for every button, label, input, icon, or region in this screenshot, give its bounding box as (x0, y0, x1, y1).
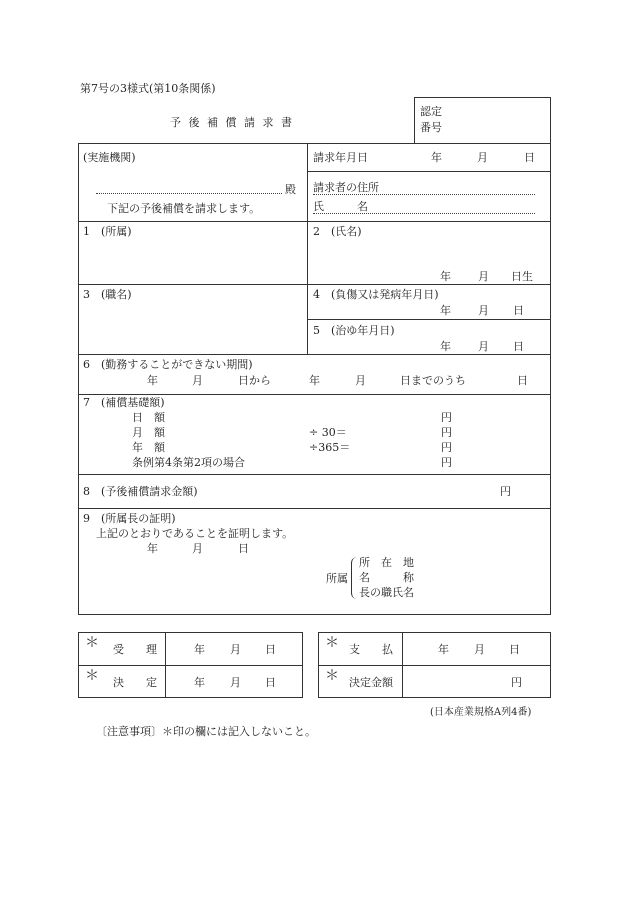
claim-unit: 円 (500, 485, 511, 498)
period-until: 日までのうち (400, 374, 466, 387)
uketori-month: 月 (230, 643, 241, 656)
star-icon: ＊ (85, 635, 99, 651)
certify-text: 上記のとおりであることを証明します。 (96, 527, 294, 540)
star-icon: ＊ (325, 635, 339, 651)
ordinance-unit: 円 (441, 456, 452, 469)
request-date-label: 請求年月日 (313, 151, 368, 164)
shiharai-label: 支 払 (349, 643, 393, 656)
year-label: 年 (431, 151, 442, 164)
period-year-1: 年 (147, 374, 158, 387)
field-8-label: 8 (予後補償請求金額) (83, 485, 198, 498)
location-label: 所 在 地 (359, 556, 414, 569)
field-1-label: 1 (所属) (83, 225, 132, 238)
jis-note: (日本産業規格A列4番) (430, 707, 532, 718)
uketori-label: 受 理 (113, 643, 157, 656)
divider (307, 319, 551, 320)
daily-unit: 円 (441, 411, 452, 424)
divider (78, 474, 551, 475)
period-month-1: 月 (192, 374, 203, 387)
period-day: 日 (517, 374, 528, 387)
brace-icon (351, 557, 358, 599)
period-month-2: 月 (355, 374, 366, 387)
daily-label: 日 額 (132, 411, 165, 424)
cure-year: 年 (440, 340, 451, 353)
nintei-label-1: 認定 (420, 105, 442, 118)
monthly-unit: 円 (441, 426, 452, 439)
birth-day: 日生 (511, 270, 533, 283)
birth-year: 年 (440, 270, 451, 283)
note: 〔注意事項〕＊印の欄には記入しないこと。 (96, 725, 316, 738)
divider (78, 394, 551, 395)
request-text: 下記の予後補償を請求します。 (107, 202, 261, 215)
certify-month: 月 (192, 542, 203, 555)
cure-day: 日 (513, 340, 524, 353)
shiharai-year: 年 (438, 643, 449, 656)
star-icon: ＊ (85, 668, 99, 684)
kettei-day: 日 (265, 676, 276, 689)
month-label: 月 (477, 151, 488, 164)
field-4-label: 4 (負傷又は発病年月日) (313, 288, 439, 301)
name-input[interactable] (313, 213, 535, 214)
kettei-month: 月 (230, 676, 241, 689)
kettei-kingaku-unit: 円 (511, 676, 522, 689)
injury-day: 日 (513, 304, 524, 317)
agency-input[interactable] (96, 193, 282, 194)
address-input[interactable] (313, 194, 535, 195)
cure-month: 月 (478, 340, 489, 353)
org-name-label: 名 称 (359, 571, 414, 584)
form-title: 予 後 補 償 請 求 書 (170, 116, 294, 129)
divider (78, 508, 551, 509)
uketori-day: 日 (265, 643, 276, 656)
field-5-label: 5 (治ゆ年月日) (313, 324, 395, 337)
head-name-label: 長の職氏名 (359, 586, 414, 599)
divider (78, 284, 551, 285)
divider (78, 665, 303, 666)
yearly-calc: ÷365＝ (309, 441, 351, 454)
shozoku-label: 所属 (326, 572, 348, 585)
monthly-label: 月 額 (132, 426, 165, 439)
kettei-kingaku-label: 決定金額 (349, 676, 393, 689)
injury-month: 月 (478, 304, 489, 317)
divider (318, 665, 551, 666)
name-label: 氏 名 (313, 200, 368, 213)
field-9-label: 9 (所属長の証明) (83, 512, 176, 525)
certify-year: 年 (147, 542, 158, 555)
uketori-year: 年 (194, 643, 205, 656)
ordinance-label: 条例第4条第2項の場合 (132, 456, 245, 469)
field-2-label: 2 (氏名) (313, 225, 362, 238)
day-label: 日 (524, 151, 535, 164)
form-number: 第7号の3様式(第10条関係) (80, 82, 216, 95)
divider (78, 221, 551, 222)
divider (78, 354, 551, 355)
divider (307, 171, 551, 172)
yearly-label: 年 額 (132, 441, 165, 454)
divider (402, 632, 403, 698)
field-3-label: 3 (職名) (83, 288, 132, 301)
injury-year: 年 (440, 304, 451, 317)
monthly-calc: ÷ 30＝ (309, 426, 347, 439)
yearly-unit: 円 (441, 441, 452, 454)
dono-label: 殿 (285, 183, 296, 196)
shiharai-day: 日 (509, 643, 520, 656)
nintei-label-2: 番号 (420, 121, 442, 134)
kettei-year: 年 (194, 676, 205, 689)
field-7-label: 7 (補償基礎額) (83, 396, 165, 409)
shiharai-month: 月 (474, 643, 485, 656)
star-icon: ＊ (325, 668, 339, 684)
agency-label: (実施機関) (83, 151, 136, 164)
certify-day: 日 (238, 542, 249, 555)
period-year-2: 年 (309, 374, 320, 387)
period-from: 日から (238, 374, 271, 387)
divider (165, 632, 166, 698)
field-6-label: 6 (勤務することができない期間) (83, 358, 253, 371)
divider (307, 143, 308, 354)
birth-month: 月 (478, 270, 489, 283)
kettei-label: 決 定 (113, 676, 157, 689)
address-label: 請求者の住所 (313, 181, 379, 194)
